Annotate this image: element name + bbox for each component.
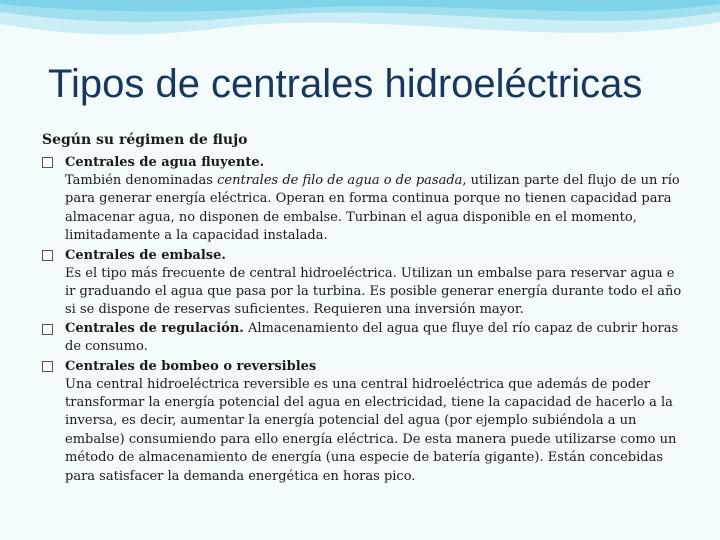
slide-title: Tipos de centrales hidroeléctricas <box>48 62 643 106</box>
item-body: También denominadas centrales de filo de agua o de pasada, utilizan parte del flujo de un río para generar energía eléctrica. Operan en forma continua porque no tienen capacidad para almacenar agua, no disponen de embalse. Turbinan el agua disponible en el momento, limitadamente a la capacidad instalada. <box>65 173 680 244</box>
item-body: Es el tipo más frecuente de central hidroeléctrica. Utilizan un embalse para reservar agua e ir graduando el agua que pasa por la turbina. Es posible generar energía durante todo el año si se dispone de reservas suficientes. Requieren una inversión mayor. <box>65 265 682 318</box>
item-body-italic: centrales de filo de agua o de pasada <box>217 173 463 188</box>
checkbox-square-icon <box>42 361 53 372</box>
section-subheading: Según su régimen de flujo <box>42 132 248 148</box>
checkbox-square-icon <box>42 250 53 261</box>
item-heading: Centrales de regulación. <box>65 320 244 336</box>
item-body: Una central hidroeléctrica reversible es una central hidroeléctrica que además de poder transformar la energía potencial del agua en electricidad, tiene la capacidad de hacerlo a la inversa, es decir, aumentar la energía potencial del agua (por ejemplo subiéndola a un embalse) consumiendo para ello energía eléctrica. De esta manera puede utilizarse como un método de almacenamiento de energía (una especie de batería gigante). Están concebidas para satisfacer la demanda energética en horas pico. <box>65 376 677 484</box>
list-item <box>42 153 682 246</box>
item-heading-line <box>65 320 682 357</box>
item-heading: Centrales de bombeo o reversibles <box>65 358 317 374</box>
item-heading-rest: Almacenamiento del agua que fluye del río capaz de cubrir horas de consumo. <box>65 320 679 355</box>
checkbox-square-icon <box>42 324 53 335</box>
item-heading: Centrales de agua fluyente. <box>65 155 265 170</box>
header-wave-decoration <box>0 0 720 60</box>
slide-content <box>42 130 682 486</box>
list-item <box>42 246 682 320</box>
item-heading: Centrales de embalse. <box>65 247 226 263</box>
checkbox-square-icon <box>42 157 53 168</box>
list-item <box>42 357 682 486</box>
list-item <box>42 320 682 357</box>
